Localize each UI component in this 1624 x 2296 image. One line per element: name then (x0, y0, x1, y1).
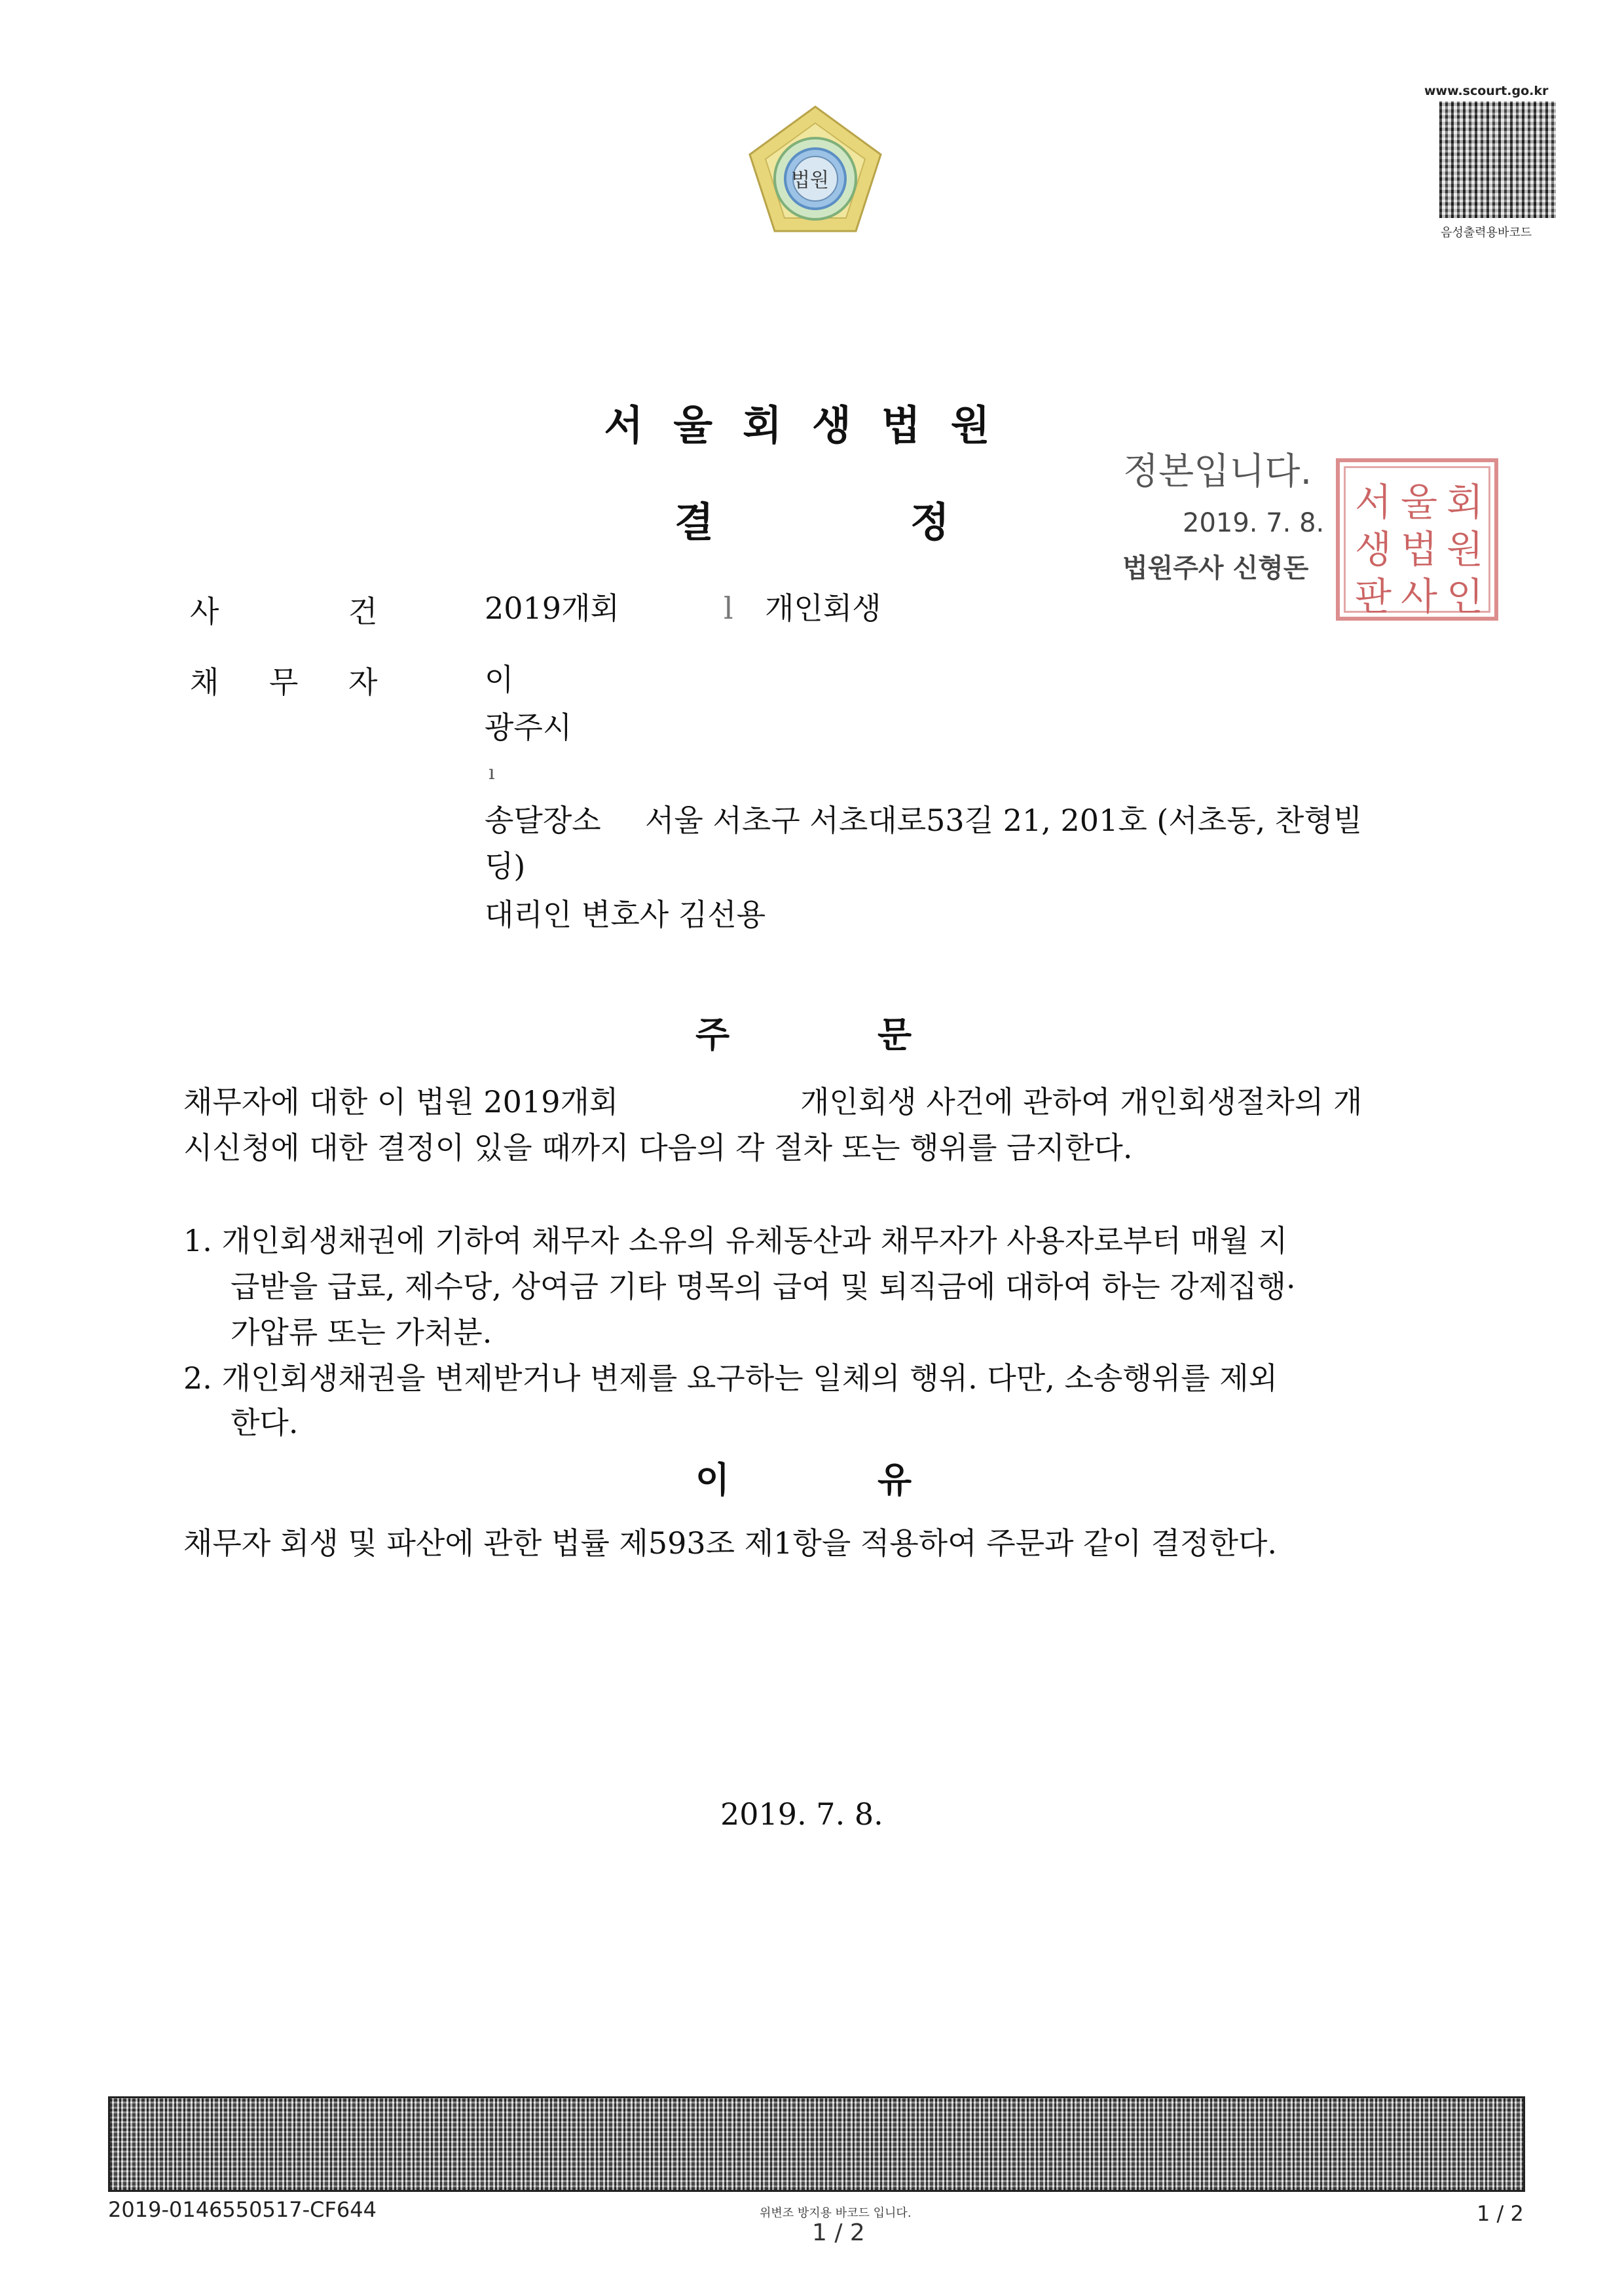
seal-char: 판 (1354, 574, 1392, 619)
seal-char: 법 (1400, 527, 1438, 572)
delivery-label: 송달장소 (485, 803, 601, 838)
seal-chars (1350, 471, 1488, 619)
reason-heading-char-2: 유 (877, 1459, 912, 1501)
order-item-1-line3: 가압류 또는 가처분. (231, 1315, 492, 1350)
case-type: 개인회생 (765, 591, 881, 626)
debtor-label-char-1: 채 (190, 665, 219, 700)
seal-char: 원 (1446, 527, 1484, 572)
order-item-2-line2: 한다. (231, 1405, 299, 1440)
order-heading-char-1: 주 (695, 1014, 730, 1055)
document-type (674, 490, 950, 546)
order-item-2-line1: 2. 개인회생채권을 변제받거나 변제를 요구하는 일체의 행위. 다만, 소송행위를 제외 (183, 1360, 1278, 1396)
case-label (190, 588, 386, 627)
case-number-fragment: l (724, 591, 733, 626)
delivery-address-cont: 딩) (485, 848, 526, 884)
seal-char: 인 (1446, 574, 1484, 619)
case-label-char-2: 건 (348, 594, 378, 629)
court-seal (1336, 458, 1498, 621)
qr-code (1439, 101, 1556, 218)
document-type-char-1: 결 (674, 498, 714, 546)
seal-char: 서 (1354, 480, 1392, 524)
reason-heading (695, 1452, 957, 1501)
court-title: 서울회생법원 (604, 401, 1020, 449)
certification-clerk: 법원주사 신형돈 (1122, 553, 1309, 583)
reason-text: 채무자 회생 및 파산에 관한 법률 제593조 제1항을 적용하여 주문과 같이 결정한다. (183, 1525, 1278, 1561)
anti-forgery-barcode (108, 2096, 1525, 2192)
order-heading (695, 1007, 957, 1053)
debtor-name: 이 (485, 662, 514, 697)
page-number-right: 1 / 2 (1477, 2201, 1524, 2226)
order-intro-line2: 시신청에 대한 결정이 있을 때까지 다음의 각 절차 또는 행위를 금지한다. (183, 1130, 1133, 1165)
order-intro-line1b: 개인회생 사건에 관하여 개인회생절차의 개 (800, 1084, 1363, 1120)
delivery-address: 서울 서초구 서초대로53길 21, 201호 (서초동, 찬형빌 (645, 803, 1363, 838)
decision-date: 2019. 7. 8. (720, 1796, 883, 1832)
document-type-char-2: 정 (910, 498, 950, 546)
case-label-char-1: 사 (190, 594, 219, 629)
order-item-1-line1: 1. 개인회생채권에 기하여 채무자 소유의 유체동산과 채무자가 사용자로부터 매월 지 (183, 1223, 1288, 1258)
debtor-address-line2: ı (489, 761, 495, 784)
qr-url: www.scourt.go.kr (1424, 84, 1549, 98)
anti-forgery-note: 위변조 방지용 바코드 입니다. (760, 2206, 912, 2220)
debtor-label-char-2: 무 (269, 665, 299, 700)
debtor-address: 광주시 (485, 710, 572, 745)
order-item-1-line2: 급받을 급료, 제수당, 상여금 기타 명목의 급여 및 퇴직금에 대하여 하는 강제집행· (231, 1269, 1296, 1304)
debtor-agent: 대리인 변호사 김선용 (485, 897, 766, 932)
seal-char: 사 (1400, 574, 1438, 619)
seal-char: 회 (1446, 480, 1484, 524)
certification-date: 2019. 7. 8. (1183, 508, 1325, 538)
debtor-label (190, 659, 386, 698)
seal-char: 울 (1400, 480, 1438, 524)
debtor-label-char-3: 자 (348, 665, 378, 700)
qr-caption: 음성출력용바코드 (1441, 226, 1532, 240)
document-id: 2019-0146550517-CF644 (108, 2197, 377, 2222)
order-heading-char-2: 문 (877, 1014, 912, 1055)
order-intro-line1a: 채무자에 대한 이 법원 2019개회 (183, 1084, 619, 1120)
reason-heading-char-1: 이 (695, 1459, 730, 1501)
court-emblem (740, 98, 891, 249)
certification-label: 정본입니다. (1123, 450, 1312, 493)
case-number: 2019개회 (485, 591, 619, 626)
page-number-center: 1 / 2 (812, 2219, 865, 2246)
seal-char: 생 (1354, 527, 1392, 572)
court-emblem-label: 법원 (791, 169, 829, 192)
